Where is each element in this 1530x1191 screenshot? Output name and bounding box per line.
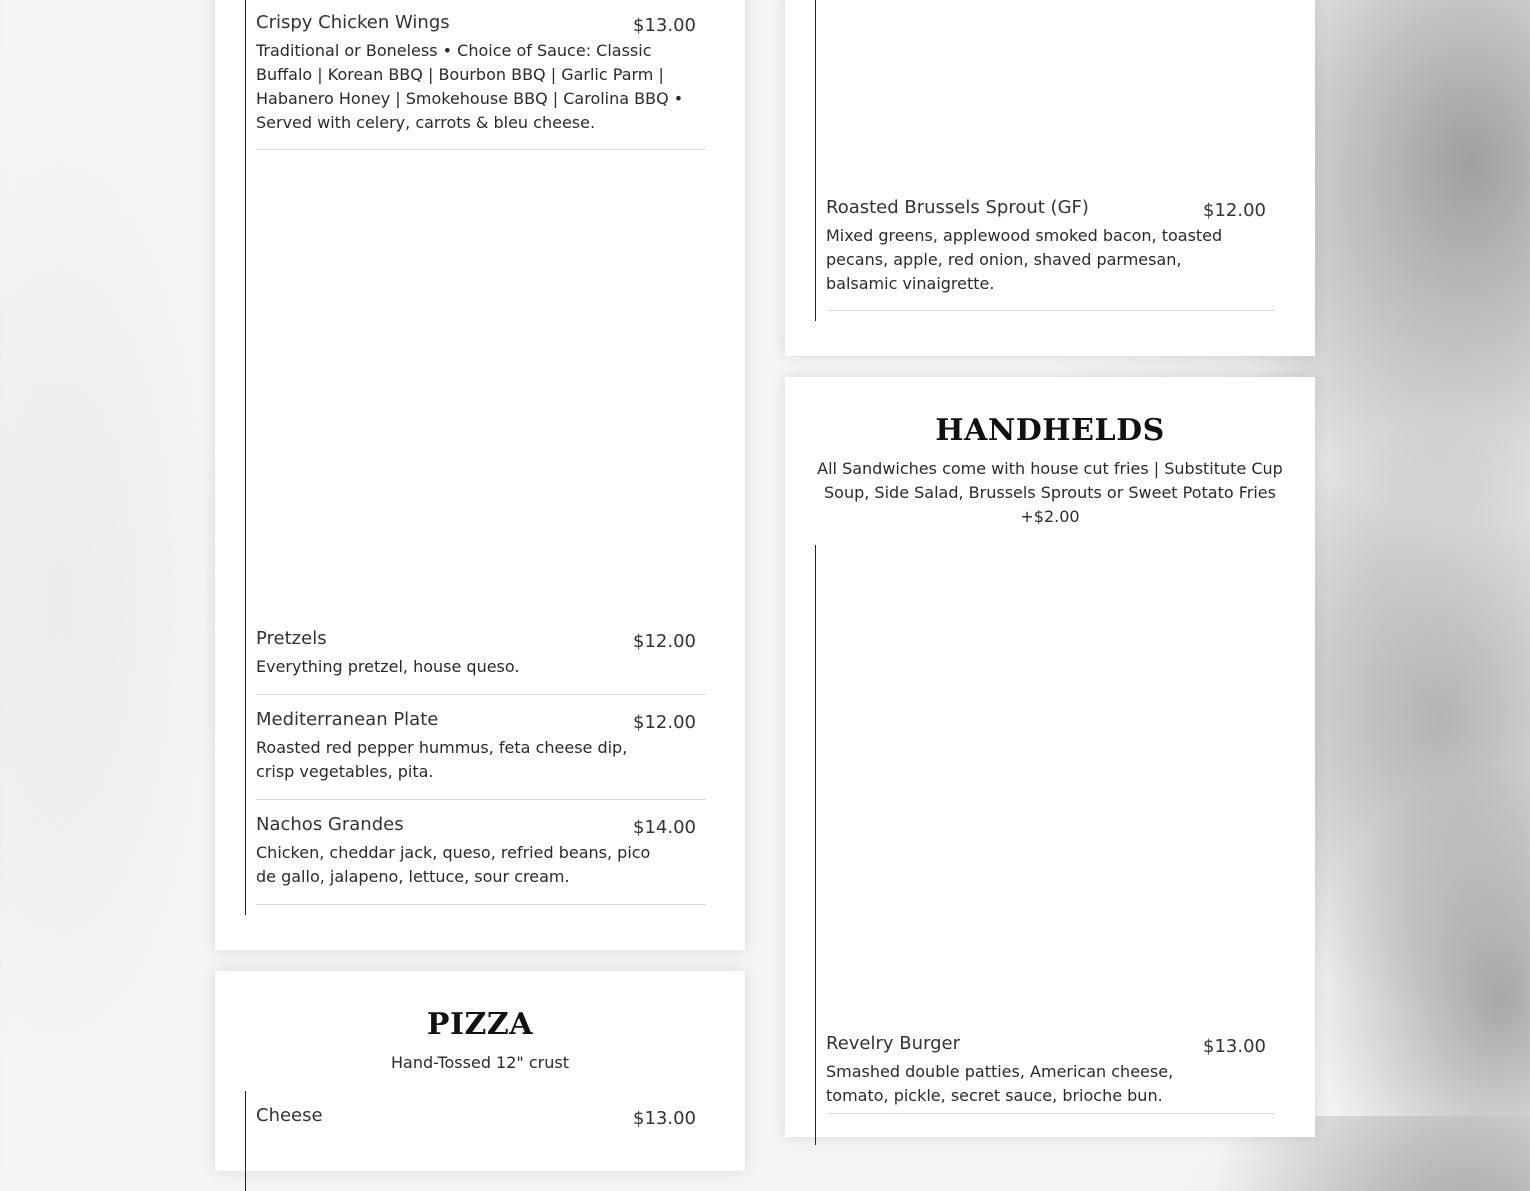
handhelds-item-list bbox=[815, 545, 1286, 1145]
menu-item-cheese-pizza[interactable] bbox=[256, 1105, 706, 1145]
item-divider bbox=[826, 310, 1276, 311]
handhelds-card bbox=[785, 377, 1315, 1137]
item-divider bbox=[826, 1113, 1276, 1114]
salads-item-list bbox=[815, 0, 1286, 321]
item-description: Traditional or Boneless • Choice of Sauce: Classic Buffalo | Korean BBQ | Bourbon BBQ | Garlic Parm | Habanero Honey | Smokehouse BBQ | Carolina BBQ • Served with celery, carrots & bleu cheese. bbox=[256, 41, 684, 132]
item-divider bbox=[256, 799, 706, 800]
salads-card bbox=[785, 0, 1315, 356]
item-name: Crispy Chicken Wings bbox=[256, 12, 450, 33]
menu-item-revelry-burger[interactable] bbox=[826, 1033, 1276, 1128]
menu-item-chicken-wings[interactable] bbox=[256, 12, 706, 152]
item-price: $12.00 bbox=[633, 712, 696, 733]
pizza-card bbox=[215, 971, 745, 1171]
item-divider bbox=[256, 904, 706, 905]
item-price: $12.00 bbox=[633, 631, 696, 652]
menu-item-pretzels[interactable] bbox=[256, 628, 706, 698]
section-subtitle: Hand-Tossed 12" crust bbox=[391, 1053, 569, 1072]
item-price: $13.00 bbox=[633, 1108, 696, 1129]
menu-item-roasted-brussels-sprout[interactable] bbox=[826, 197, 1276, 312]
item-name: Cheese bbox=[256, 1105, 323, 1126]
section-subtitle: All Sandwiches come with house cut fries | Substitute Cup Soup, Side Salad, Brussels Sprouts or Sweet Potato Fries +$2.00 bbox=[817, 459, 1283, 526]
item-name: Mediterranean Plate bbox=[256, 709, 439, 730]
item-price: $14.00 bbox=[633, 817, 696, 838]
appetizers-item-list bbox=[245, 0, 716, 915]
item-divider bbox=[256, 694, 706, 695]
item-name: Pretzels bbox=[256, 628, 327, 649]
pizza-item-list bbox=[245, 1091, 716, 1191]
item-price: $12.00 bbox=[1203, 200, 1266, 221]
item-price: $13.00 bbox=[1203, 1036, 1266, 1057]
item-name: Roasted Brussels Sprout (GF) bbox=[826, 197, 1089, 218]
appetizers-card bbox=[215, 0, 745, 950]
item-description: Smashed double patties, American cheese, tomato, pickle, secret sauce, brioche bun. bbox=[826, 1062, 1174, 1105]
item-name: Revelry Burger bbox=[826, 1033, 961, 1054]
item-description: Mixed greens, applewood smoked bacon, toasted pecans, apple, red onion, shaved parmesan, balsamic vinaigrette. bbox=[826, 226, 1223, 293]
item-description: Chicken, cheddar jack, queso, refried beans, pico de gallo, jalapeno, lettuce, sour cream. bbox=[256, 843, 651, 886]
item-name: Nachos Grandes bbox=[256, 814, 404, 835]
section-title: HANDHELDS bbox=[935, 413, 1165, 448]
item-divider bbox=[256, 149, 706, 150]
item-price: $13.00 bbox=[633, 15, 696, 36]
menu-item-mediterranean-plate[interactable] bbox=[256, 709, 706, 804]
item-description: Everything pretzel, house queso. bbox=[256, 657, 520, 676]
item-description: Roasted red pepper hummus, feta cheese dip, crisp vegetables, pita. bbox=[256, 738, 628, 781]
section-title: PIZZA bbox=[426, 1007, 534, 1042]
menu-item-nachos-grandes[interactable] bbox=[256, 814, 706, 909]
